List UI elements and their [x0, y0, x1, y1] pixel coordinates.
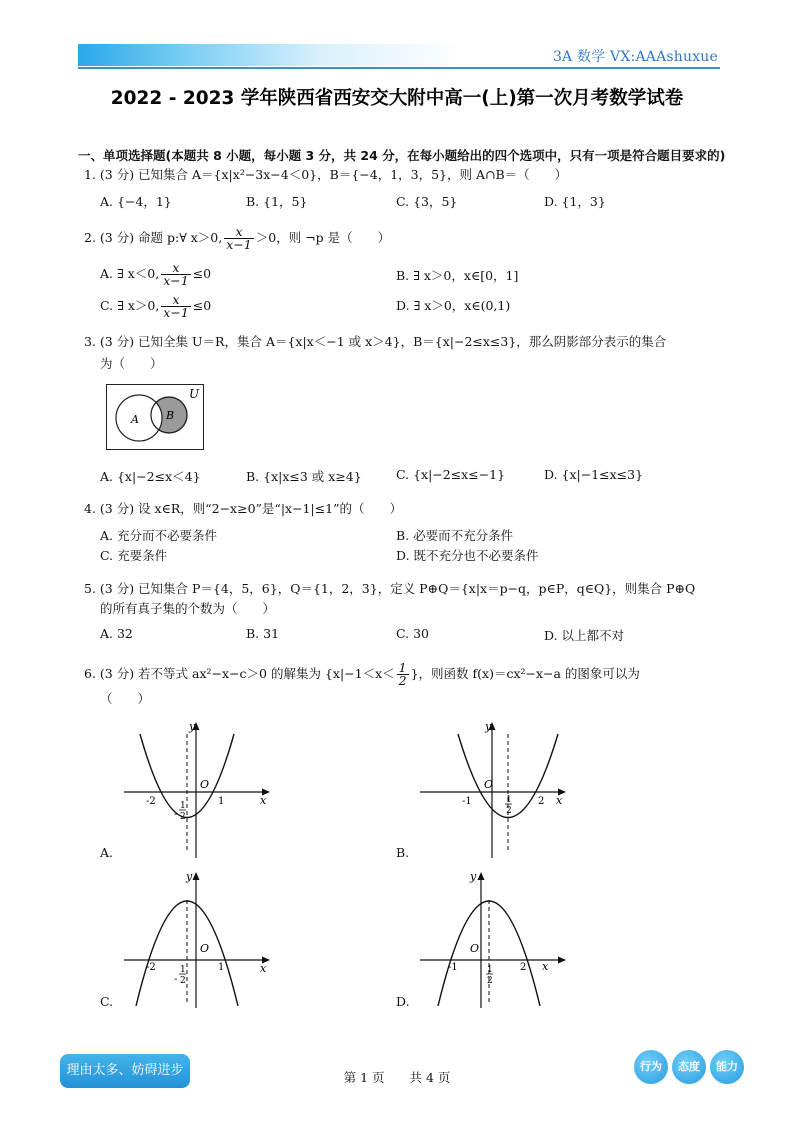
graph-d-label: D.	[396, 994, 410, 1009]
tick-mid-den: 2	[506, 806, 512, 816]
q4-option-b[interactable]: B. 必要而不充分条件	[396, 528, 514, 543]
y-axis-label: y	[189, 720, 196, 733]
q2-option-d[interactable]: D. ∃ x＞0，x∈(0,1)	[396, 298, 511, 313]
y-axis-arrow-icon	[478, 872, 485, 880]
q5-option-c[interactable]: C. 30	[396, 626, 429, 641]
tick-right: 2	[538, 796, 545, 807]
origin-label: O	[200, 778, 210, 791]
graph-option-a[interactable]	[100, 716, 280, 866]
graph-option-c[interactable]	[100, 866, 280, 1016]
question-6-stem	[84, 662, 640, 687]
x-axis-label: x	[542, 960, 549, 973]
graph-a-label: A.	[100, 845, 114, 860]
question-2-stem	[84, 226, 390, 251]
venn-label-b: B	[166, 409, 175, 422]
tick-right: 1	[218, 962, 225, 973]
tick-mid-num: 1	[180, 965, 186, 975]
y-axis-label: y	[186, 870, 193, 883]
venn-label-a: A	[131, 413, 139, 426]
q6-stem-pre: 6. (3 分) 若不等式 ax²−x−c＞0 的解集为 {x|−1＜x＜	[84, 666, 395, 681]
badge-attitude: 态度	[672, 1050, 706, 1084]
q2-option-c-fraction	[161, 294, 190, 319]
graph-c-label: C.	[100, 994, 114, 1009]
origin-label: O	[484, 778, 494, 791]
q3-option-c[interactable]: C. {x|−2≤x≤−1}	[396, 467, 506, 482]
q2-option-c[interactable]	[100, 294, 211, 319]
exam-title: 2022 - 2023 学年陕西省西安交大附中高一(上)第一次月考数学试卷	[110, 88, 684, 109]
tick-left: -2	[146, 962, 156, 973]
q2-option-a-post: ≤0	[192, 266, 212, 281]
tick-left: -1	[448, 962, 458, 973]
tick-left: -1	[462, 796, 472, 807]
origin-label: O	[470, 942, 480, 955]
graph-b-svg	[396, 716, 576, 866]
q2-option-a-pre: A. ∃ x＜0,	[100, 266, 160, 281]
q2-option-b[interactable]: B. ∃ x＞0，x∈[0，1]	[396, 268, 519, 283]
q6-fraction	[397, 662, 409, 687]
tick-mid-sign: -	[174, 974, 178, 985]
q6-stem-post: }，则函数 f(x)＝cx²−x−a 的图象可以为	[410, 666, 640, 681]
x-axis-label: x	[556, 794, 563, 807]
q2-option-a[interactable]	[100, 262, 211, 287]
tick-mid-num: 1	[487, 965, 493, 975]
q6-frac-den: 2	[398, 673, 407, 688]
tick-mid-den: 2	[180, 812, 186, 822]
tick-left: -2	[146, 796, 156, 807]
question-5-stem-line2: 的所有真子集的个数为（ ）	[100, 601, 276, 616]
footer-slogan: 理由太多、妨碍进步	[60, 1054, 190, 1088]
graph-a-svg	[100, 716, 280, 866]
badge-behavior: 行为	[634, 1050, 668, 1084]
tick-mid-sign: -	[174, 809, 178, 820]
graph-option-b[interactable]	[396, 716, 576, 866]
x-axis-label: x	[260, 962, 267, 975]
q2-fraction	[224, 226, 253, 251]
y-axis-label: y	[485, 720, 492, 733]
header-rule	[78, 67, 720, 69]
q1-option-c[interactable]: C. {3，5}	[396, 194, 458, 209]
x-axis-arrow-icon	[558, 957, 566, 964]
q6-frac-num: 1	[398, 660, 407, 675]
question-3-stem-line1: 3. (3 分) 已知全集 U＝R，集合 A＝{x|x＜−1 或 x＞4}，B＝{x|−2≤x≤3}，那么阴影部分表示的集合	[84, 334, 667, 349]
question-5-stem-line1: 5. (3 分) 已知集合 P＝{4，5，6}，Q＝{1，2，3}，定义 P⊕Q＝{x|x＝p−q，p∈P，q∈Q}，则集合 P⊕Q	[84, 581, 696, 596]
y-axis-arrow-icon	[193, 872, 200, 880]
venn-diagram	[106, 384, 204, 450]
q2-c-frac-num: x	[161, 294, 190, 307]
q2-a-frac-den: x−1	[163, 273, 189, 288]
section-heading: 一、单项选择题(本题共 8 小题，每小题 3 分，共 24 分，在每小题给出的四个选项中，只有一项是符合题目要求的)	[78, 148, 726, 163]
q2-a-frac-num: x	[161, 262, 190, 275]
header-brand: 3A 数学 VX:AAAshuxue	[552, 49, 718, 65]
q5-option-b[interactable]: B. 31	[246, 626, 280, 641]
graph-c-svg	[100, 866, 280, 1016]
tick-mid-num: 1	[180, 801, 186, 811]
q2-option-c-pre: C. ∃ x＞0,	[100, 298, 160, 313]
tick-mid-den: 2	[487, 976, 493, 986]
tick-mid-den: 2	[180, 976, 186, 986]
q5-option-d[interactable]: D. 以上都不对	[544, 628, 625, 643]
venn-label-u: U	[189, 387, 200, 401]
tick-right: 1	[218, 796, 225, 807]
page-number: 第 1 页 共 4 页	[343, 1070, 451, 1085]
q4-option-a[interactable]: A. 充分而不必要条件	[100, 528, 217, 543]
question-4-stem: 4. (3 分) 设 x∈R，则“2−x≥0”是“|x−1|≤1”的（ ）	[84, 501, 403, 516]
q4-option-c[interactable]: C. 充要条件	[100, 548, 168, 563]
question-3-stem-line2: 为（ ）	[100, 356, 163, 371]
q2-frac-num: x	[224, 226, 253, 239]
q3-option-a[interactable]: A. {x|−2≤x＜4}	[100, 469, 201, 484]
y-axis-label: y	[470, 870, 477, 883]
origin-label: O	[200, 942, 210, 955]
venn-svg	[107, 385, 202, 448]
q2-option-c-post: ≤0	[192, 298, 212, 313]
q2-stem-post: ＞0，则 ¬p 是（ ）	[255, 230, 391, 245]
tick-right: 2	[520, 962, 527, 973]
x-axis-label: x	[260, 794, 267, 807]
graph-option-d[interactable]	[396, 866, 576, 1016]
q4-option-d[interactable]: D. 既不充分也不必要条件	[396, 548, 539, 563]
q1-option-d[interactable]: D. {1，3}	[544, 194, 606, 209]
graph-b-label: B.	[396, 845, 410, 860]
graph-d-svg	[396, 866, 576, 1016]
q1-option-b[interactable]: B. {1，5}	[246, 194, 308, 209]
q2-stem-pre: 2. (3 分) 命题 p:∀ x＞0,	[84, 230, 223, 245]
question-1-stem: 1. (3 分) 已知集合 A＝{x|x²−3x−4＜0}，B＝{−4，1，3，5}，则 A∩B＝（ ）	[84, 167, 568, 182]
q3-option-b[interactable]: B. {x|x≤3 或 x≥4}	[246, 469, 362, 484]
q2-c-frac-den: x−1	[163, 305, 189, 320]
q3-option-d[interactable]: D. {x|−1≤x≤3}	[544, 467, 644, 482]
q2-option-a-fraction	[161, 262, 190, 287]
q2-frac-den: x−1	[226, 237, 252, 252]
q1-option-a[interactable]: A. {−4，1}	[100, 194, 172, 209]
badge-ability: 能力	[710, 1050, 744, 1084]
question-6-stem-line2: （ ）	[100, 691, 151, 706]
q5-option-a[interactable]: A. 32	[100, 626, 133, 641]
tick-mid-num: 1	[506, 795, 512, 805]
